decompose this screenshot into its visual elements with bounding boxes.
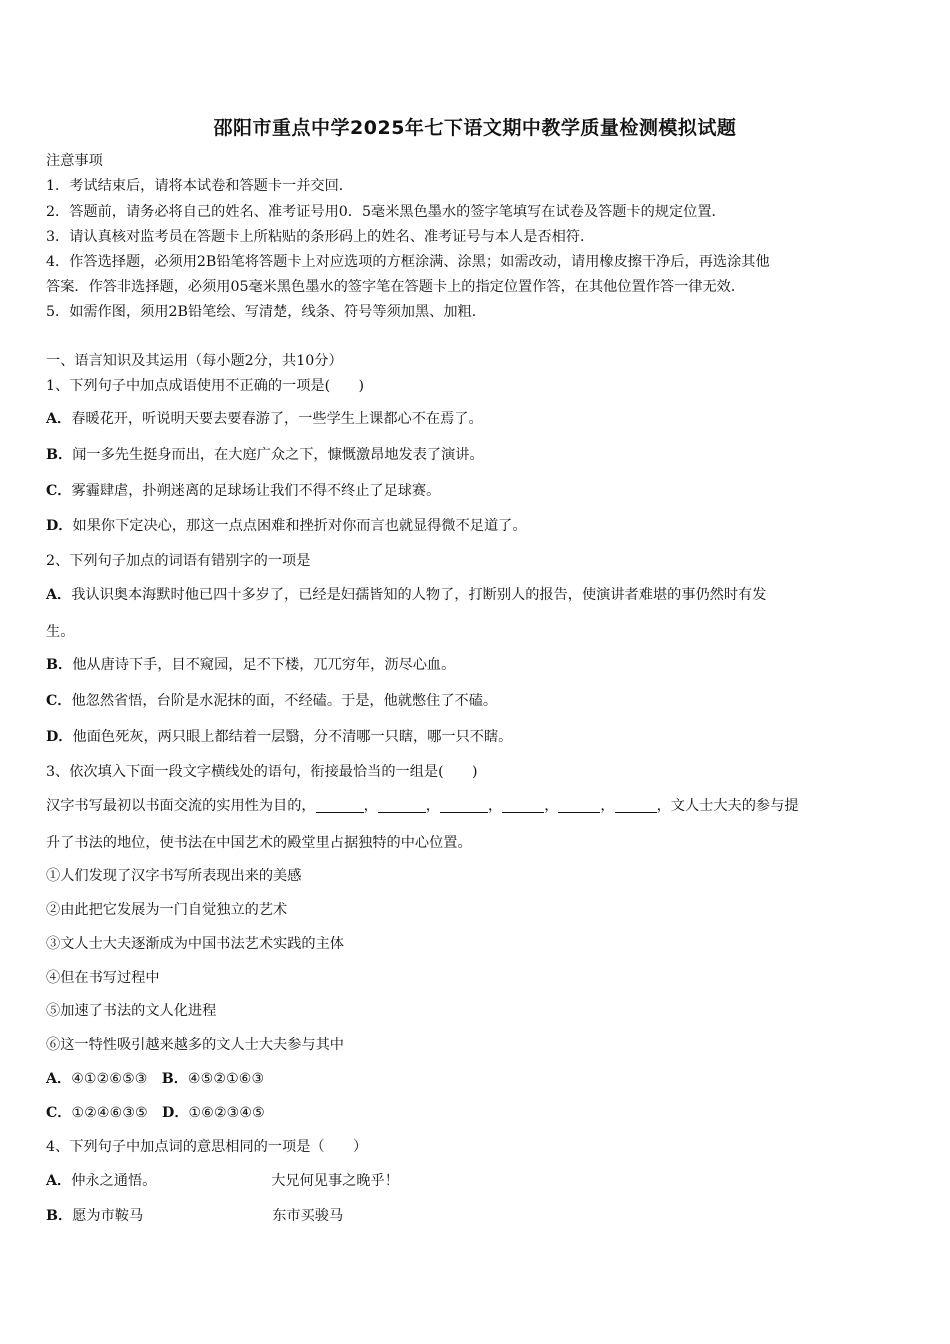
q2-option-c [46,691,497,711]
passage-text: 汉字书写最初以书面交流的实用性为目的， [46,798,316,814]
option-left-text: 仲永之通悟。 [71,1173,157,1189]
question-2-stem: 2、下列句子加点的词语有错别字的一项是 [46,553,311,569]
option-label: C． [46,1105,72,1121]
q2-option-d [46,727,512,747]
option-label: D． [162,1105,189,1121]
option-label: D． [46,729,73,745]
q3-item: ⑥这一特性吸引越来越多的文人士大夫参与其中 [46,1037,344,1053]
fill-blank [316,798,364,813]
notice-item: 2．答题前，请务必将自己的姓名、准考证号用0．5毫米黑色墨水的签字笔填写在试卷及答题卡的规定位置． [46,204,726,220]
option-text: 春暖花开，听说明天要去要春游了，一些学生上课都心不在焉了。 [71,411,483,427]
option-label: A． [46,1173,72,1189]
option-text: 他面色死灰，两只眼上都结着一层翳，分不清哪一只瞎，哪一只不瞎。 [72,729,513,745]
option-label: C． [46,693,72,709]
q2-option-b [46,655,455,675]
q4-option-a [46,1171,399,1191]
fill-blank [502,798,544,813]
option-text: ①②④⑥③⑤ [71,1105,148,1121]
q1-option-a [46,409,483,429]
q1-option-d [46,516,527,536]
notice-item: 3．请认真核对监考员在答题卡上所粘贴的条形码上的姓名、准考证号与本人是否相符． [46,229,595,245]
q3-options-ab [46,1069,264,1089]
q1-option-b [46,445,484,465]
q1-option-c [46,481,440,501]
option-label: B． [46,1208,73,1224]
q3-item: ②由此把它发展为一门自觉独立的艺术 [46,902,288,918]
fill-blank [378,798,426,813]
option-label: B． [46,447,73,463]
option-text: ④⑤②①⑥③ [187,1071,265,1087]
option-text: 他忽然省悟，台阶是水泥抹的面，不经磕。于是，他就憋住了不磕。 [71,693,498,709]
fill-blank [615,798,657,813]
q3-item: ⑤加速了书法的文人化进程 [46,1003,217,1019]
option-text: 闻一多先生挺身而出，在大庭广众之下，慷慨激昂地发表了演讲。 [72,447,484,463]
option-text: 我认识奥本海默时他已四十多岁了，已经是妇孺皆知的人物了，打断别人的报告，使演讲者难堪的事仍然时有发 [71,587,767,603]
option-text: ①⑥②③④⑤ [188,1105,265,1121]
q3-item: ③文人士大夫逐渐成为中国书法艺术实践的主体 [46,936,344,952]
option-label: A． [46,1071,72,1087]
separator: ， [425,798,440,814]
option-text: 他从唐诗下手，目不窥园，足不下楼，兀兀穷年，沥尽心血。 [72,657,456,673]
option-left-text: 愿为市鞍马 [72,1208,144,1224]
notice-item: 1．考试结束后，请将本试卷和答题卡一并交回． [46,178,353,194]
notice-item: 4．作答选择题，必须用2B铅笔将答题卡上对应选项的方框涂满、涂黑；如需改动，请用橡皮擦干净后，再选涂其他 [46,254,770,270]
notice-item: 5．如需作图，须用2B铅笔绘、写清楚，线条、符号等须加黑、加粗． [46,304,486,320]
separator: ， [600,798,615,814]
fill-blank [440,798,488,813]
separator: ， [544,798,559,814]
notice-item: 答案．作答非选择题，必须用05毫米黑色墨水的签字笔在答题卡上的指定位置作答，在其他位置作答一律无效． [46,279,746,295]
q2-option-a-continued: 生。 [46,624,75,640]
q3-item: ④但在书写过程中 [46,970,160,986]
notice-heading: 注意事项 [46,153,103,169]
option-label: A． [46,587,72,603]
option-text: 如果你下定决心，那这一点点困难和挫折对你而言也就显得微不足道了。 [72,518,527,534]
option-right-text: 东市买骏马 [272,1208,344,1224]
option-text: 雾霾肆虐，扑朔迷离的足球场让我们不得不终止了足球赛。 [71,483,441,499]
option-text: ④①②⑥⑤③ [71,1071,148,1087]
option-label: B． [161,1071,188,1087]
q3-passage-line2: 升了书法的地位，使书法在中国艺术的殿堂里占据独特的中心位置。 [46,835,472,851]
q2-option-a [46,585,766,605]
section-heading: 一、语言知识及其运用（每小题2分，共10分） [46,353,343,369]
q3-options-cd [46,1103,265,1123]
option-right-text: 大兄何见事之晚乎！ [271,1173,399,1189]
option-label: A． [46,411,72,427]
question-4-stem: 4、下列句子中加点词的意思相同的一项是（ ） [46,1139,368,1155]
q3-item: ①人们发现了汉字书写所表现出来的美感 [46,868,302,884]
option-label: C． [46,483,72,499]
q4-option-b [46,1206,343,1226]
passage-text: ，文人士大夫的参与提 [656,798,799,814]
fill-blank [558,798,600,813]
question-1-stem: 1、下列句子中加点成语使用不正确的一项是( ) [46,378,365,394]
option-label: D． [46,518,73,534]
q3-passage [46,796,798,816]
separator: ， [487,798,503,814]
option-label: B． [46,657,73,673]
separator: ， [363,798,378,814]
page-title: 邵阳市重点中学2025年七下语文期中教学质量检测模拟试题 [213,117,737,139]
question-3-stem: 3、依次填入下面一段文字横线处的语句，衔接最恰当的一组是( ) [46,764,478,780]
